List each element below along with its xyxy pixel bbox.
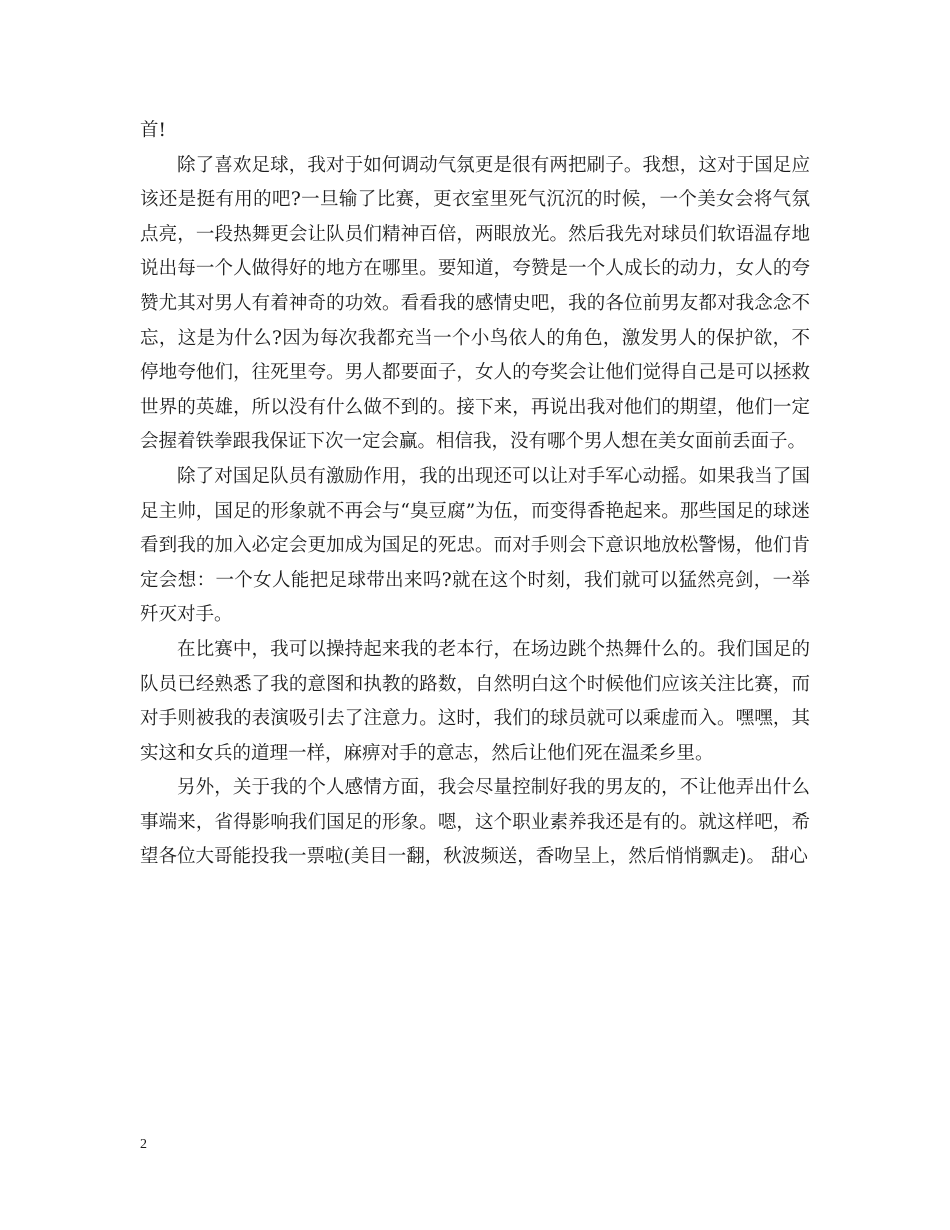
page-number: 2: [140, 1137, 147, 1152]
body-text: [140, 114, 810, 875]
paragraph-continuation: 首!: [140, 120, 166, 141]
paragraph-opponent: 除了对国足队员有激励作用，我的出现还可以让对手军心动摇。如果我当了国足主帅，国足的形象就不再会与“臭豆腐”为伍，而变得香艳起来。那些国足的球迷看到我的加入必定会更加成为国足的死忠。而对手则会下意识地放松警惕，他们肯定会想：一个女人能把足球带出来吗?就在这个时刻，我们就可以猛然亮剑，一举歼灭对手。: [140, 465, 810, 626]
paragraph-personal: 另外，关于我的个人感情方面，我会尽量控制好我的男友的，不让他弄出什么事端来，省得影响我们国足的形象。嗯，这个职业素养我还是有的。就这样吧，希望各位大哥能投我一票啦(美目一翻，秋波频送，香吻呈上，然后悄悄飘走)。 甜心: [140, 777, 810, 868]
paragraph-match: 在比赛中，我可以操持起来我的老本行，在场边跳个热舞什么的。我们国足的队员已经熟悉了我的意图和执教的路数，自然明白这个时候他们应该关注比赛，而对手则被我的表演吸引去了注意力。这时，我们的球员就可以乘虚而入。嘿嘿，其实这和女兵的道理一样，麻痹对手的意志，然后让他们死在温柔乡里。: [140, 638, 810, 764]
paragraph-atmosphere: 除了喜欢足球，我对于如何调动气氛更是很有两把刷子。我想，这对于国足应该还是挺有用的吧?一旦输了比赛，更衣室里死气沉沉的时候，一个美女会将气氛点亮，一段热舞更会让队员们精神百倍，两眼放光。然后我先对球员们软语温存地说出每一个人做得好的地方在哪里。要知道，夸赞是一个人成长的动力，女人的夸赞尤其对男人有着神奇的功效。看看我的感情史吧，我的各位前男友都对我念念不忘，这是为什么?因为每次我都充当一个小鸟依人的角色，激发男人的保护欲，不停地夸他们，往死里夸。男人都要面子，女人的夸奖会让他们觉得自己是可以拯救世界的英雄，所以没有什么做不到的。接下来，再说出我对他们的期望，他们一定会握着铁拳跟我保证下次一定会赢。相信我，没有哪个男人想在美女面前丢面子。: [140, 154, 810, 453]
